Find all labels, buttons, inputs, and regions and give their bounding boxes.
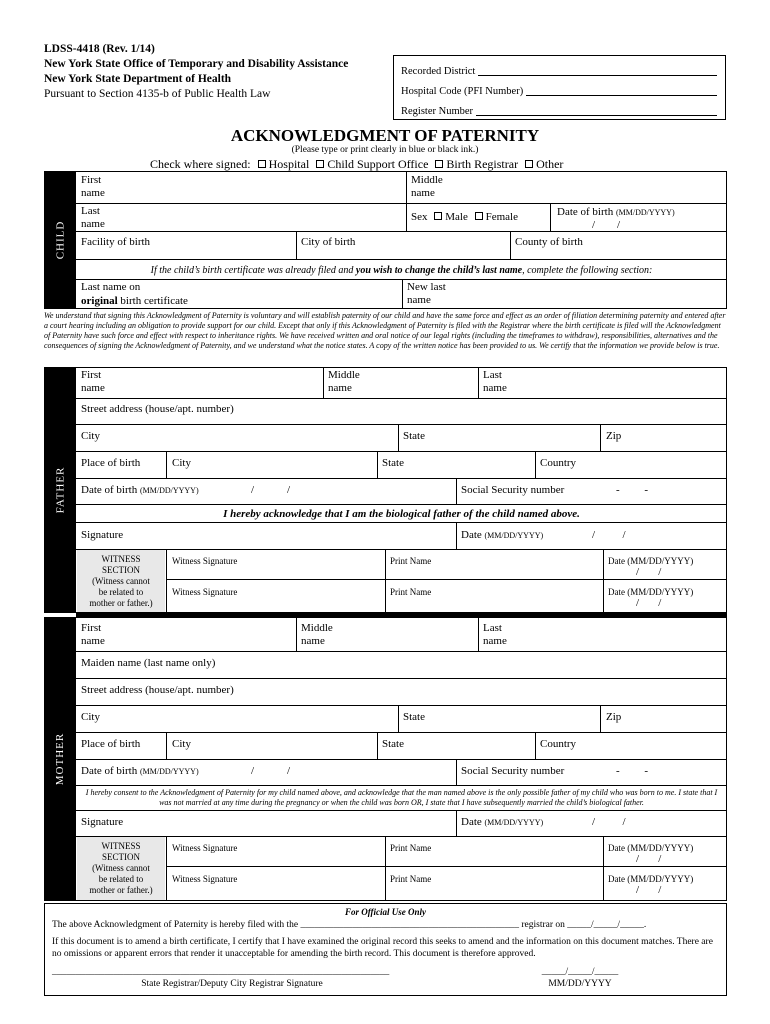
father-witness1-print-label: Print Name bbox=[390, 556, 432, 566]
father-witness1-date-label: Date (MM/DD/YYYY) bbox=[608, 556, 694, 566]
father-ssn-dashes[interactable]: - - bbox=[616, 484, 649, 496]
father-ssn-label: Social Security number bbox=[461, 484, 565, 496]
mother-middle-name-label: Middle name bbox=[301, 622, 333, 647]
child-female-option: Female bbox=[485, 211, 518, 223]
mother-maiden-label: Maiden name (last name only) bbox=[81, 657, 216, 669]
child-side-label: CHILD bbox=[44, 171, 76, 309]
child-last-name-label: Last name bbox=[81, 205, 105, 230]
father-witness-section: WITNESS SECTION (Witness cannot be related to mother or father.) bbox=[77, 550, 165, 612]
father-dob-label: Date of birth (MM/DD/YYYY) bbox=[81, 484, 199, 496]
official-use-heading: For Official Use Only bbox=[344, 907, 427, 917]
official-amend-text: If this document is to amend a birth certificate, I certify that I have examined the original record this seeks to amend and the information on this document matches. There are no omissions or apparent errors that render it unacceptable for amending the birth record. This document is therefore approved. bbox=[52, 937, 713, 959]
mother-ssn-dashes[interactable]: - - bbox=[616, 765, 649, 777]
father-date-label: Date (MM/DD/YYYY) bbox=[461, 529, 544, 541]
child-sex-label: Sex bbox=[411, 211, 428, 223]
mother-ssn-label: Social Security number bbox=[461, 765, 565, 777]
child-original-label: original birth certificate bbox=[81, 295, 188, 307]
register-number-label: Register Number bbox=[401, 106, 474, 117]
father-witness2-sig-label: Witness Signature bbox=[172, 587, 238, 597]
child-last-on-label: Last name on bbox=[81, 281, 141, 293]
mother-signature-label: Signature bbox=[81, 816, 124, 828]
father-witness1-sig-label: Witness Signature bbox=[172, 556, 238, 566]
registrar-signature-line[interactable]: _______________________________________________________________________ bbox=[52, 967, 390, 977]
birth-registrar-option: Birth Registrar bbox=[446, 157, 519, 171]
child-county-label: County of birth bbox=[515, 236, 583, 248]
child-support-checkbox[interactable] bbox=[316, 160, 324, 168]
father-witness1-date-slashes[interactable]: / / bbox=[636, 566, 662, 578]
check-where-label: Check where signed: bbox=[150, 157, 251, 171]
form-id: LDSS-4418 (Rev. 1/14) bbox=[44, 43, 155, 55]
registrar-date-line[interactable]: _____/_____/_____ bbox=[541, 967, 619, 977]
father-first-name-label: First name bbox=[81, 369, 105, 394]
father-pob-label: Place of birth bbox=[81, 457, 141, 469]
registrar-date-label: MM/DD/YYYY bbox=[548, 979, 612, 989]
pursuant-text: Pursuant to Section 4135-b of Public Health Law bbox=[44, 88, 271, 100]
mother-state-label: State bbox=[403, 711, 425, 723]
hospital-option: Hospital bbox=[268, 157, 310, 171]
child-facility-label: Facility of birth bbox=[81, 236, 151, 248]
mother-pob-city-label: City bbox=[172, 738, 191, 750]
mother-witness2-print-label: Print Name bbox=[390, 874, 432, 884]
hospital-code-label: Hospital Code (PFI Number) bbox=[401, 86, 524, 97]
mother-witness1-date-slashes[interactable]: / / bbox=[636, 853, 662, 865]
mother-date-slashes[interactable]: / / bbox=[592, 816, 626, 828]
other-option: Other bbox=[536, 157, 564, 171]
father-pob-country-label: Country bbox=[540, 457, 577, 469]
mother-date-label: Date (MM/DD/YYYY) bbox=[461, 816, 544, 828]
registry-box bbox=[393, 55, 726, 120]
mother-first-name-label: First name bbox=[81, 622, 105, 647]
check-where-row bbox=[150, 157, 563, 172]
child-dob-slashes[interactable]: / / bbox=[592, 219, 621, 231]
mother-zip-label: Zip bbox=[606, 711, 622, 723]
child-male-checkbox[interactable] bbox=[434, 212, 442, 220]
father-witness2-date-label: Date (MM/DD/YYYY) bbox=[608, 587, 694, 597]
mother-signature-field[interactable] bbox=[150, 812, 450, 835]
father-middle-name-label: Middle name bbox=[328, 369, 360, 394]
child-dob-label: Date of birth (MM/DD/YYYY) bbox=[557, 206, 675, 218]
child-male-option: Male bbox=[445, 211, 468, 223]
father-ack-text: I hereby acknowledge that I am the biological father of the child named above. bbox=[223, 508, 580, 520]
father-pob-city-label: City bbox=[172, 457, 191, 469]
father-last-name-label: Last name bbox=[483, 369, 507, 394]
father-dob-slashes[interactable]: / / bbox=[251, 484, 291, 496]
form-subtitle: (Please type or print clearly in blue or black ink.) bbox=[291, 145, 479, 155]
recorded-district-label: Recorded District bbox=[401, 66, 476, 77]
father-pob-state-label: State bbox=[382, 457, 404, 469]
register-number-field[interactable] bbox=[476, 102, 717, 116]
legal-statement: We understand that signing this Acknowledgment of Paternity is voluntary and will establish paternity of our child and have the same force and effect as an order of filiation determining paternity and entered after a court hearing including an obligation to provide support for our child. Except that only if this Acknowledgment of Paternity is filed with the Registrar where the birth certificate is filed will the Acknowledgment of Paternity have such force and effect with respect to inheritance rights. We have received written and oral notice of our legal rights (including the timeframes to withdraw), responsibilities, alternatives and the consequences of signing the Acknowledgment of Paternity, and we understand what the notice states. A copy of the written notice has been provided to us. We certify that the information we provide below is true. bbox=[44, 311, 726, 350]
mother-witness2-date-label: Date (MM/DD/YYYY) bbox=[608, 874, 694, 884]
mother-witness-section: WITNESS SECTION (Witness cannot be related to mother or father.) bbox=[77, 837, 165, 900]
father-state-label: State bbox=[403, 430, 425, 442]
father-city-label: City bbox=[81, 430, 100, 442]
child-support-option: Child Support Office bbox=[327, 157, 429, 171]
official-filed-text: The above Acknowledgment of Paternity is hereby filed with the ______________________________________________ registrar on _____/_____/_____. bbox=[52, 920, 647, 930]
father-date-slashes[interactable]: / / bbox=[592, 529, 626, 541]
mother-witness1-sig-label: Witness Signature bbox=[172, 843, 238, 853]
father-witness2-date-slashes[interactable]: / / bbox=[636, 597, 662, 609]
hospital-code-field[interactable] bbox=[526, 82, 717, 96]
mother-pob-state-label: State bbox=[382, 738, 404, 750]
mother-pob-country-label: Country bbox=[540, 738, 577, 750]
father-witness2-print-label: Print Name bbox=[390, 587, 432, 597]
father-side-label: FATHER bbox=[44, 367, 76, 613]
father-zip-label: Zip bbox=[606, 430, 622, 442]
child-female-checkbox[interactable] bbox=[475, 212, 483, 220]
hospital-checkbox[interactable] bbox=[258, 160, 266, 168]
mother-last-name-label: Last name bbox=[483, 622, 507, 647]
mother-witness1-print-label: Print Name bbox=[390, 843, 432, 853]
mother-dob-slashes[interactable]: / / bbox=[251, 765, 291, 777]
other-checkbox[interactable] bbox=[525, 160, 533, 168]
mother-witness1-date-label: Date (MM/DD/YYYY) bbox=[608, 843, 694, 853]
mother-consent-text: I hereby consent to the Acknowledgment of Paternity for my child named above, and acknowledge that the man named above is the only possible father of my child who was born to me. I state that I was not married at any time during the pregnancy or when the child was born OR, I state that I have subsequently married the child’s biological father. bbox=[85, 788, 718, 807]
registrar-signature-label: State Registrar/Deputy City Registrar Signature bbox=[141, 979, 323, 989]
child-first-name-label: First name bbox=[81, 174, 105, 199]
child-change-note: If the child’s birth certificate was already filed and you wish to change the child’s last name, complete the following section: bbox=[150, 265, 653, 276]
recorded-district-field[interactable] bbox=[478, 62, 717, 76]
agency-doh: New York State Department of Health bbox=[44, 73, 232, 85]
mother-pob-label: Place of birth bbox=[81, 738, 141, 750]
mother-dob-label: Date of birth (MM/DD/YYYY) bbox=[81, 765, 199, 777]
father-street-label: Street address (house/apt. number) bbox=[81, 403, 234, 415]
child-sex-row bbox=[411, 211, 518, 224]
mother-city-label: City bbox=[81, 711, 100, 723]
child-city-label: City of birth bbox=[301, 236, 356, 248]
mother-side-label: MOTHER bbox=[44, 617, 76, 901]
agency-otda: New York State Office of Temporary and Disability Assistance bbox=[44, 58, 349, 70]
mother-witness2-date-slashes[interactable]: / / bbox=[636, 884, 662, 896]
father-signature-label: Signature bbox=[81, 529, 124, 541]
child-new-last-label: New last name bbox=[407, 281, 446, 306]
father-signature-field[interactable] bbox=[150, 524, 450, 548]
form-title: ACKNOWLEDGMENT OF PATERNITY bbox=[230, 126, 540, 145]
mother-street-label: Street address (house/apt. number) bbox=[81, 684, 234, 696]
child-first-name-field[interactable] bbox=[130, 173, 400, 201]
mother-witness2-sig-label: Witness Signature bbox=[172, 874, 238, 884]
child-middle-name-label: Middle name bbox=[411, 174, 443, 199]
birth-registrar-checkbox[interactable] bbox=[435, 160, 443, 168]
